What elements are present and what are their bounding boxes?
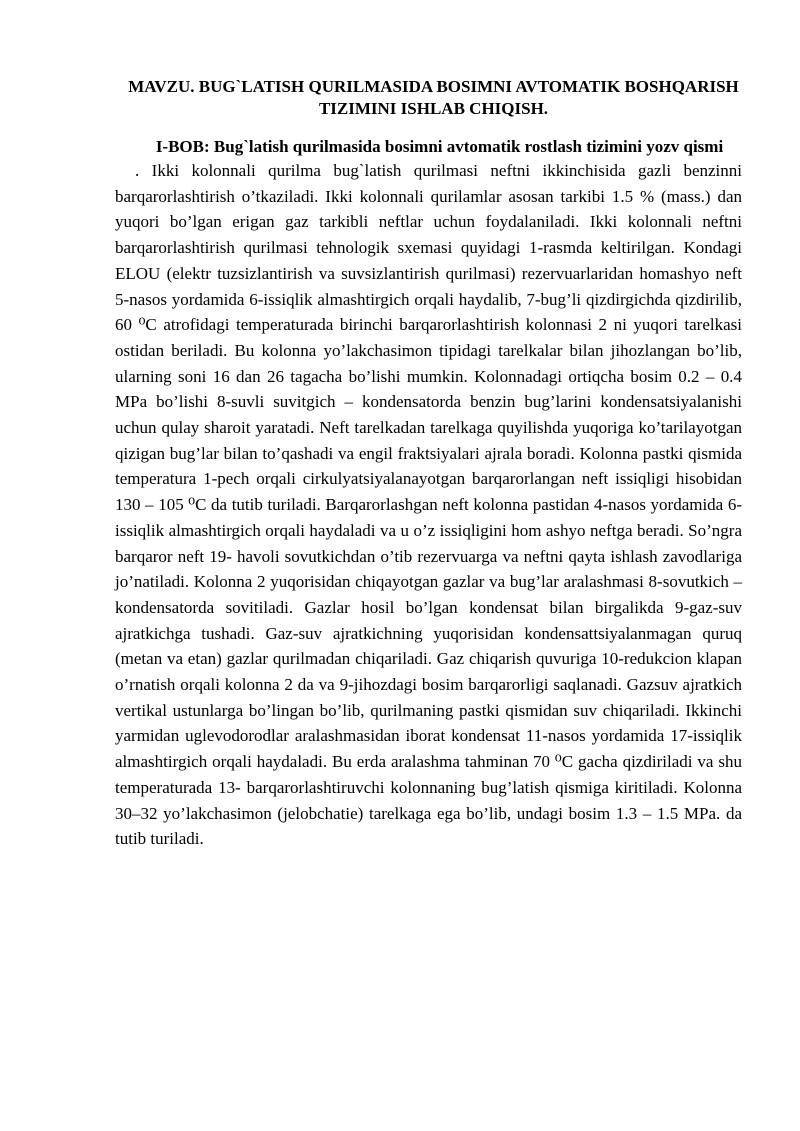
body-paragraph: . Ikki kolonnali qurilma bug`latish qurilmasi neftni ikkinchisida gazli benzinni barqarorlashtirish o’tkaziladi. Ikki kolonnali qurilamlar asosan tarkibi 1.5 % (mass.) dan yuqori bo’lgan erigan gaz tarkibli neftlar uchun foydalaniladi. Ikki kolonnali neftni barqarorlashtirish qurilmasi tehnologik sxemasi quyidagi 1-rasmda keltirilgan. Kondagi ELOU (elektr tuzsizlantirish va suvsizlantirish qurilmasi) rezervuarlaridan homashyo neft 5-nasos yordamida 6-issiqlik almashtirgich orqali haydalib, 7-bug’li qizdirgichda qizdirilib, 60 ⁰C atrofidagi temperaturada birinchi barqarorlashtirish kolonnasi 2 ni yuqori tarelkasi ostidan beriladi. Bu kolonna yo’lakchasimon tipidagi tarelkalar bilan jihozlangan bo’lib, ularning soni 16 dan 26 tagacha bo’lishi mumkin. Kolonnadagi ortiqcha bosim 0.2 – 0.4 MPa bo’lishi 8-suvli suvitgich – kondensatorda benzin bug’larini kondensatsiyalanishi uchun qulay sharoit yaratadi. Neft tarelkadan tarelkaga quyilishda yuqoriga ko’tarilayotgan qizigan bug’lar bilan to’qashadi va engil fraktsiyalari ajrala boradi. Kolonna pastki qismida temperatura 1-pech orqali cirkulyatsiyalanayotgan barqarorlangan neft issiqligi hisobidan 130 – 105 ⁰C da tutib turiladi. Barqarorlashgan neft kolonna pastidan 4-nasos yordamida 6-issiqlik almashtirgich orqali haydaladi va u o’z issiqligini hom ashyo neftga beradi. So’ngra barqaror neft 19- havoli sovutkichdan o’tib rezervuarga va neftni qayta ishlash zavodlariga jo’natiladi. Kolonna 2 yuqorisidan chiqayotgan gazlar va bug’lar aralashmasi 8-sovutkich – kondensatorda sovitiladi. Gazlar hosil bo’lgan kondensat bilan birgalikda 9-gaz-suv ajratkichga tushadi. Gaz-suv ajratkichning yuqorisidan kondensattsiyalanmagan quruq (metan va etan) gazlar qurilmadan chiqariladi. Gaz chiqarish quvuriga 10-redukcion klapan o’rnatish orqali kolonna 2 da va 9-jihozdagi bosim barqarorligi saqlanadi. Gazsuv ajratkich vertikal ustunlarga bo’lingan bo’lib, qurilmaning pastki qismidan suv chiqariladi. Ikkinchi yarmidan uglevodorodlar aralashmasidan iborat kondensat 11-nasos yordamida 17-issiqlik almashtirgich orqali haydaladi. Bu erda aralashma tahminan 70 ⁰C gacha qizdiriladi va shu temperaturada 13- barqarorlashtiruvchi kolonnaning bug’latish qismiga kiritiladi. Kolonna 30–32 yo’lakchasimon (jelobchatie) tarelkaga ega bo’lib, undagi bosim 1.3 – 1.5 MPa. da tutib turiladi. (115, 161, 742, 849)
document-title: MAVZU. BUG`LATISH QURILMASIDA BOSIMNI AVTOMATIK BOSHQARISH TIZIMINI ISHLAB CHIQISH. (128, 77, 739, 118)
chapter-heading: I-BOB: Bug`latish qurilmasida bosimni avtomatik rostlash tizimini yozv qismi (155, 137, 724, 156)
document-page (115, 76, 742, 852)
